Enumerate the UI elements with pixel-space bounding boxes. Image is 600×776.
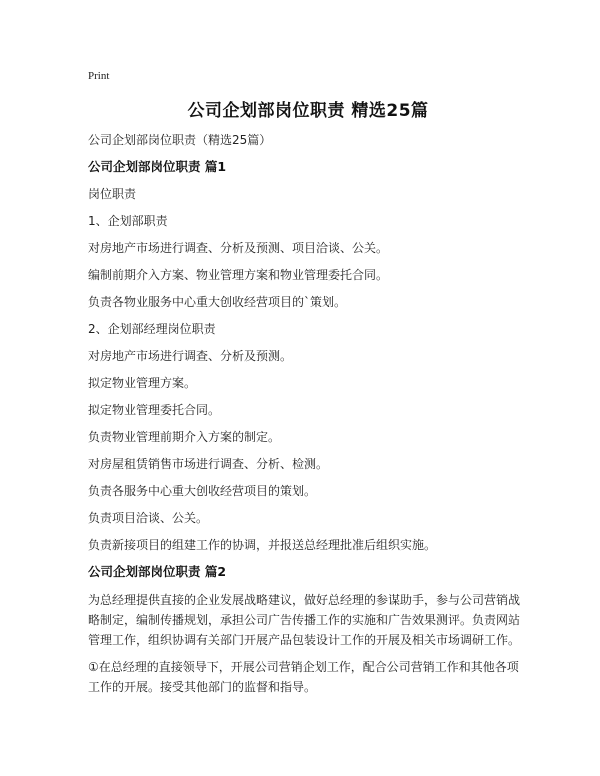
body-paragraph: 拟定物业管理方案。 xyxy=(88,376,197,390)
body-paragraph: 对房地产市场进行调查、分析及预测。 xyxy=(88,349,293,363)
body-paragraph: 对房地产市场进行调查、分析及预测、项目洽谈、公关。 xyxy=(88,241,389,255)
body-paragraph: 1、企划部职责 xyxy=(88,214,168,228)
body-paragraph: 负责物业管理前期介入方案的制定。 xyxy=(88,430,281,444)
body-paragraph: 负责各服务中心重大创收经营项目的策划。 xyxy=(88,484,317,498)
body-paragraph: 2、企划部经理岗位职责 xyxy=(88,322,216,336)
body-paragraph: 编制前期介入方案、物业管理方案和物业管理委托合同。 xyxy=(88,268,389,282)
body-paragraph: 岗位职责 xyxy=(88,187,137,201)
body-paragraph: 拟定物业管理委托合同。 xyxy=(88,403,221,417)
body-paragraph: 公司企划部岗位职责（精选25篇） xyxy=(88,133,272,147)
document-body xyxy=(88,131,528,704)
body-paragraph: ①在总经理的直接领导下，开展公司营销企划工作，配合公司营销工作和其他各项工作的开展。接受其他部门的监督和指导。 xyxy=(88,660,519,694)
print-label: Print xyxy=(88,70,110,82)
body-paragraph: 对房屋租赁销售市场进行调查、分析、检测。 xyxy=(88,457,329,471)
body-paragraph: 为总经理提供直接的企业发展战略建议，做好总经理的参谋助手，参与公司营销战略制定，编制传播规划，承担公司广告传播工作的实施和广告效果测评。负责网站管理工作，组织协调有关部门开展产品包装设计工作的开展及相关市场调研工作。 xyxy=(88,593,521,647)
section-heading: 公司企划部岗位职责 篇2 xyxy=(88,564,227,579)
body-paragraph: 负责项目洽谈、公关。 xyxy=(88,511,209,525)
document-title: 公司企划部岗位职责 精选25篇 xyxy=(187,101,429,121)
body-paragraph: 负责各物业服务中心重大创收经营项目的`策划。 xyxy=(88,295,347,309)
section-heading: 公司企划部岗位职责 篇1 xyxy=(88,159,227,174)
body-paragraph: 负责新接项目的组建工作的协调，并报送总经理批准后组织实施。 xyxy=(88,538,437,552)
